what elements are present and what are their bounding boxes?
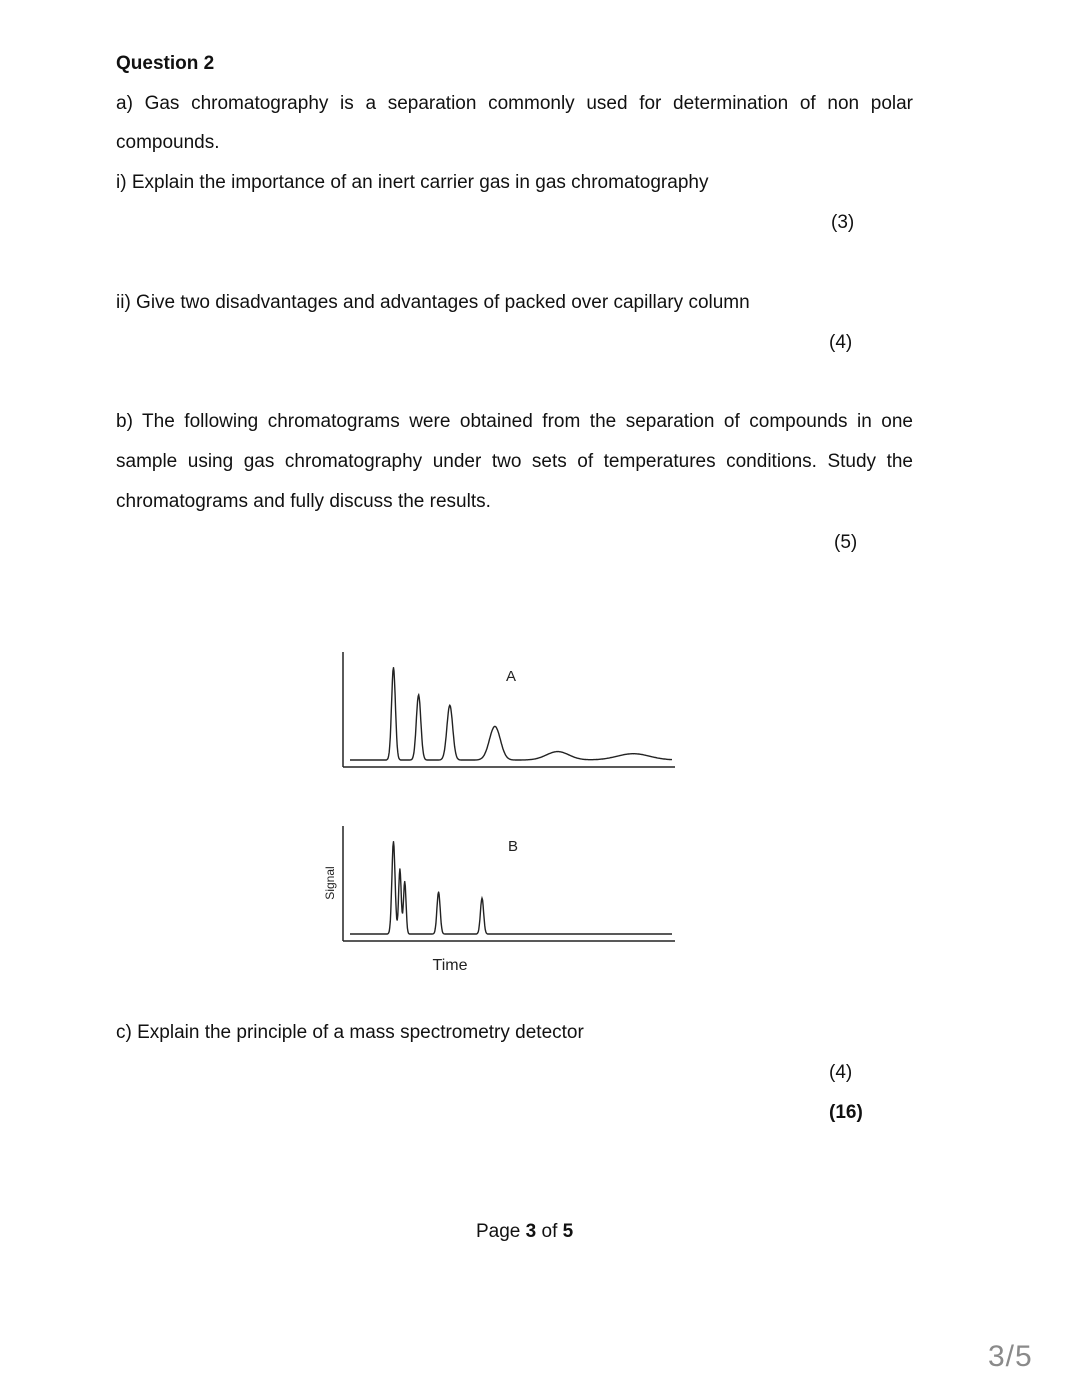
part-b-marks: (5) (834, 532, 858, 553)
chromatogram-b-peak-2 (399, 868, 400, 869)
part-a-ii-marks: (4) (829, 332, 853, 353)
chromatogram-b (323, 826, 675, 974)
chromatogram-a-peak-2 (418, 694, 419, 695)
part-b-line1: b) The following chromatograms were obtained from the separation of compounds in one (116, 411, 913, 432)
part-b-line2: sample using gas chromatography under two sets of temperatures conditions. Study the (116, 451, 913, 472)
part-a-line2: compounds. (116, 132, 220, 153)
chromatogram-a-trace (350, 668, 672, 760)
chromatogram-b-peak-4 (438, 891, 439, 892)
part-a-ii: ii) Give two disadvantages and advantages of packed over capillary column (116, 292, 750, 313)
chromatogram-a-peak-6 (633, 753, 634, 754)
chromatogram-b-trace (350, 842, 672, 934)
page-number (476, 1220, 573, 1244)
chromatogram-b-label: B (508, 838, 519, 855)
page-of: of (536, 1221, 563, 1242)
chromatogram-a-peak-4 (494, 726, 495, 727)
chromatogram-a-peak-1 (393, 667, 394, 668)
chromatogram-a-peak-3 (449, 705, 450, 706)
y-axis-label: Signal (323, 866, 337, 900)
total-marks: (16) (829, 1102, 863, 1123)
part-a-i: i) Explain the importance of an inert carrier gas in gas chromatography (116, 172, 709, 193)
chromatogram-a (343, 652, 675, 767)
question-title: Question 2 (116, 53, 215, 74)
chromatogram-b-peak-3 (404, 881, 405, 882)
part-a-i-marks: (3) (831, 212, 855, 233)
part-a-line1: a) Gas chromatography is a separation commonly used for determination of non polar (116, 93, 913, 114)
part-c: c) Explain the principle of a mass spectrometry detector (116, 1022, 584, 1043)
page-current: 3 (525, 1221, 537, 1242)
part-b-line3: chromatograms and fully discuss the results. (116, 491, 491, 512)
page-total: 5 (562, 1221, 574, 1242)
chromatogram-a-label: A (506, 668, 517, 685)
chromatogram-b-peak-5 (481, 898, 482, 899)
part-c-marks: (4) (829, 1062, 853, 1083)
chromatogram-b-peak-1 (393, 841, 394, 842)
x-axis-label: Time (432, 957, 468, 974)
chromatogram-a-peak-5 (557, 751, 558, 752)
viewer-page-indicator: 3/5 (988, 1340, 1033, 1373)
page-prefix: Page (476, 1221, 526, 1242)
